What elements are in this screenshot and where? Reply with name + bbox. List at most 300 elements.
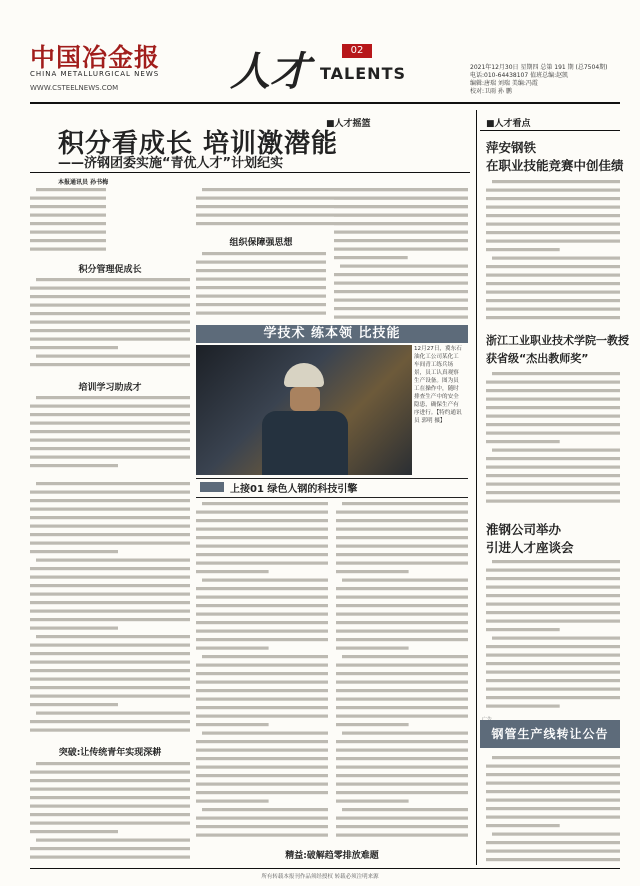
text-line [486, 654, 620, 657]
text-line [336, 672, 468, 675]
section-heading-1: 积分管理促成长 [78, 265, 142, 275]
text-line [334, 197, 468, 200]
text-line [30, 720, 190, 723]
text-line [202, 579, 328, 582]
text-line [30, 248, 106, 251]
subheadline: ——济钢团委实施“青优人才”计划纪实 [58, 156, 284, 171]
text-line [196, 706, 328, 709]
body-text-block [486, 558, 620, 708]
text-line [196, 570, 269, 573]
text-line [202, 502, 328, 505]
text-line [486, 308, 620, 311]
text-line [492, 372, 620, 375]
text-line [334, 282, 468, 285]
text-line [30, 499, 190, 502]
page-number: 02 [342, 44, 372, 58]
text-line [30, 567, 190, 570]
text-line [486, 586, 620, 589]
text-line [336, 604, 468, 607]
body-text-block [486, 370, 620, 510]
text-line [196, 749, 328, 752]
text-lines [334, 186, 468, 320]
text-line [492, 833, 620, 836]
text-line [336, 749, 468, 752]
text-line [30, 686, 190, 689]
text-line [196, 817, 328, 820]
text-line [336, 715, 468, 718]
text-line [336, 834, 468, 837]
text-line [486, 611, 620, 614]
text-line [486, 432, 620, 435]
text-line [202, 252, 326, 255]
text-line [30, 295, 190, 298]
text-line [30, 661, 190, 664]
text-line [30, 205, 106, 208]
text-line [30, 197, 106, 200]
text-line [30, 422, 190, 425]
text-line [30, 618, 190, 621]
text-line [30, 644, 190, 647]
text-line [486, 790, 620, 793]
text-line [336, 553, 468, 556]
text-line [30, 405, 190, 408]
text-line [196, 783, 328, 786]
text-lines [30, 394, 190, 470]
text-lines [486, 558, 620, 708]
text-line [492, 449, 620, 452]
section-heading-2: 培训学习助成才 [78, 383, 142, 393]
text-line [334, 248, 468, 251]
text-line [336, 706, 468, 709]
text-line [30, 550, 118, 553]
text-line [486, 223, 620, 226]
text-line [196, 621, 328, 624]
text-line [486, 457, 620, 460]
text-line [30, 287, 190, 290]
text-line [30, 346, 118, 349]
text-line [334, 273, 468, 276]
text-line [196, 766, 328, 769]
text-line [196, 312, 326, 315]
text-line [486, 679, 620, 682]
text-line [486, 389, 620, 392]
text-line [486, 466, 620, 469]
text-line [196, 528, 328, 531]
text-line [486, 248, 560, 251]
text-line [30, 329, 190, 332]
text-line [486, 240, 620, 243]
text-line [196, 791, 328, 794]
body-text-block [30, 394, 190, 470]
sidebar-tag: ■人才看点 [486, 119, 531, 129]
text-line [486, 316, 620, 319]
text-line [336, 613, 468, 616]
text-line [486, 850, 620, 853]
text-line [196, 536, 328, 539]
text-line [492, 180, 620, 183]
text-line [342, 502, 468, 505]
text-line [196, 303, 326, 306]
text-line [30, 508, 190, 511]
text-line [202, 655, 328, 658]
text-line [340, 188, 468, 191]
text-line [196, 647, 269, 650]
text-line [30, 695, 190, 698]
text-line [486, 858, 620, 861]
text-line [336, 681, 468, 684]
phone-info: 电话:010-64438107 值班总编:赵凯 [470, 72, 569, 79]
body-text-block [336, 500, 468, 840]
issue-info: 2021年12月30日 星期四 总第 191 期 (总7504期) [470, 64, 608, 71]
body-text-block [334, 186, 468, 320]
body-text-block [196, 500, 328, 840]
text-line [196, 834, 328, 837]
text-lines [196, 250, 326, 320]
sidebar-rule [480, 130, 620, 131]
text-line [334, 214, 468, 217]
text-line [486, 765, 620, 768]
text-line [336, 630, 468, 633]
text-line [336, 570, 409, 573]
text-line [30, 593, 190, 596]
text-line [336, 664, 468, 667]
text-line [36, 188, 106, 191]
text-line [492, 756, 620, 759]
text-line [36, 355, 190, 358]
text-line [196, 587, 328, 590]
text-line [492, 560, 620, 563]
text-line [486, 705, 560, 708]
section-title: 人才 [230, 48, 310, 95]
text-line [196, 269, 326, 272]
text-line [36, 762, 190, 765]
text-line [30, 542, 190, 545]
text-line [202, 808, 328, 811]
text-line [334, 307, 468, 310]
text-line [196, 630, 328, 633]
text-line [486, 197, 620, 200]
text-line [196, 278, 326, 281]
text-line [486, 483, 620, 486]
text-line [36, 839, 190, 842]
footer-rule [30, 868, 620, 869]
text-line [196, 723, 269, 726]
text-line [336, 545, 468, 548]
text-line [30, 576, 190, 579]
text-line [486, 299, 620, 302]
text-line [486, 628, 560, 631]
body-text-block [30, 480, 190, 740]
text-line [336, 536, 468, 539]
text-line [196, 286, 326, 289]
text-line [336, 689, 468, 692]
text-line [486, 645, 620, 648]
text-lines [30, 760, 190, 865]
text-line [336, 596, 468, 599]
text-line [492, 257, 620, 260]
text-line [336, 774, 468, 777]
text-lines [30, 186, 106, 258]
proof-info: 校对:卫雨 孙 鹏 [470, 88, 512, 95]
text-line [30, 856, 190, 859]
headline: 积分看成长 培训激潜能 [58, 129, 339, 159]
section-heading-bottom: 精益:破解趋零排放难题 [285, 851, 379, 861]
text-line [196, 664, 328, 667]
worker-photo [196, 345, 412, 475]
text-line [486, 569, 620, 572]
text-line [336, 766, 468, 769]
text-line [196, 800, 269, 803]
sidebar-article-2-title: 浙江工业职业技术学院一教授 [486, 334, 629, 347]
text-line [334, 290, 468, 293]
text-line [30, 321, 190, 324]
text-line [30, 796, 190, 799]
text-line [336, 783, 468, 786]
text-line [340, 265, 468, 268]
text-line [486, 214, 620, 217]
text-line [196, 596, 328, 599]
column-divider [476, 110, 477, 865]
text-line [336, 757, 468, 760]
text-line [336, 825, 468, 828]
text-lines [486, 754, 620, 864]
text-line [486, 406, 620, 409]
text-line [342, 732, 468, 735]
text-line [486, 440, 560, 443]
text-line [30, 430, 190, 433]
sidebar-article-3-subtitle: 引进人才座谈会 [486, 540, 574, 555]
text-line [334, 316, 468, 319]
sidebar-article-3-title: 淮钢公司举办 [486, 522, 562, 537]
text-line [30, 652, 190, 655]
text-line [30, 214, 106, 217]
text-line [30, 703, 118, 706]
text-line [30, 771, 190, 774]
text-line [30, 533, 190, 536]
text-line [334, 239, 468, 242]
text-line [30, 222, 106, 225]
text-line [30, 338, 190, 341]
text-line [486, 265, 620, 268]
section-english: TALENTS [320, 64, 407, 83]
text-line [342, 808, 468, 811]
text-line [196, 698, 328, 701]
text-line [196, 545, 328, 548]
text-line [30, 447, 190, 450]
text-line [486, 274, 620, 277]
text-line [336, 723, 409, 726]
text-line [196, 672, 328, 675]
text-line [36, 278, 190, 281]
text-line [486, 594, 620, 597]
text-line [196, 715, 328, 718]
text-line [486, 282, 620, 285]
text-line [196, 689, 328, 692]
topic-title: 上接01 绿色人钢的科技引擎 [230, 484, 358, 495]
text-line [30, 439, 190, 442]
text-line [486, 491, 620, 494]
text-line [196, 825, 328, 828]
text-line [30, 516, 190, 519]
sidebar-article-1-subtitle: 在职业技能竞赛中创佳绩 [486, 158, 624, 173]
text-line [30, 584, 190, 587]
text-line [196, 261, 326, 264]
text-line [30, 456, 190, 459]
text-line [486, 816, 620, 819]
text-line [336, 519, 468, 522]
text-line [486, 620, 620, 623]
text-line [486, 603, 620, 606]
text-line [334, 222, 468, 225]
text-line [30, 627, 118, 630]
text-line [336, 562, 468, 565]
text-line [36, 482, 190, 485]
text-line [196, 553, 328, 556]
text-line [30, 610, 190, 613]
text-line [30, 830, 118, 833]
text-line [486, 577, 620, 580]
text-line [492, 637, 620, 640]
photo-banner: 学技术 练本领 比技能 [196, 325, 468, 343]
text-line [486, 291, 620, 294]
editor-info: 编辑:唐瑞 刘瑞 美编:冯霞 [470, 80, 538, 87]
text-line [336, 817, 468, 820]
helmet [284, 363, 324, 387]
text-line [336, 647, 409, 650]
text-line [486, 799, 620, 802]
text-line [30, 491, 190, 494]
section-heading-3: 组织保障强思想 [229, 238, 293, 248]
text-line [486, 688, 620, 691]
text-line [486, 206, 620, 209]
text-line [30, 601, 190, 604]
byline: 本报通讯员 孙书梅 [58, 179, 109, 186]
text-line [196, 638, 328, 641]
text-line [36, 712, 190, 715]
text-line [30, 813, 190, 816]
text-line [196, 740, 328, 743]
text-line [334, 205, 468, 208]
text-line [196, 757, 328, 760]
text-line [196, 774, 328, 777]
photo-caption: 12月27日，冀东石油化工公司某化工车间青工练兵场景，员工认真观察生产设备。图为员工在操作中，随时排查生产中的安全隐患，确保生产有序进行。【特约通讯员 郭明 摄】 [414, 346, 462, 424]
text-line [486, 671, 620, 674]
text-line [486, 662, 620, 665]
text-line [486, 381, 620, 384]
text-line [334, 299, 468, 302]
text-line [30, 729, 190, 732]
text-line [486, 231, 620, 234]
text-line [196, 295, 326, 298]
text-line [30, 779, 190, 782]
text-lines [336, 500, 468, 840]
headline-rule [30, 172, 470, 173]
text-line [30, 669, 190, 672]
text-line [30, 231, 106, 234]
text-line [196, 562, 328, 565]
text-line [486, 841, 620, 844]
brand-logo: 中国冶金报 [30, 43, 161, 72]
text-line [342, 655, 468, 658]
text-line [486, 474, 620, 477]
text-line [196, 613, 328, 616]
ad-title: 钢管生产线转让公告 [491, 727, 609, 741]
text-line [334, 256, 408, 259]
text-line [486, 500, 620, 503]
body-text-block [196, 250, 326, 320]
text-line [30, 678, 190, 681]
text-line [196, 604, 328, 607]
worker-face [290, 387, 320, 411]
footer-notice: 所有转载本报刊作品须经授权 转载必须注明来源 [261, 874, 379, 880]
sidebar-article-1-title: 萍安钢铁 [486, 140, 537, 155]
text-lines [30, 276, 190, 372]
text-line [336, 698, 468, 701]
website-url[interactable]: WWW.CSTEELNEWS.COM [30, 84, 119, 92]
text-line [202, 732, 328, 735]
text-line [336, 740, 468, 743]
text-line [30, 805, 190, 808]
text-line [336, 511, 468, 514]
text-line [30, 788, 190, 791]
text-line [30, 312, 190, 315]
text-line [336, 528, 468, 531]
text-line [30, 822, 190, 825]
body-text-block [30, 760, 190, 865]
text-lines [30, 480, 190, 740]
text-line [36, 396, 190, 399]
text-line [30, 847, 190, 850]
sidebar-article-2-subtitle: 获省级“杰出教师奖” [486, 352, 589, 365]
topic-marker [200, 482, 224, 492]
body-text-block [486, 178, 620, 326]
brand-english: CHINA METALLURGICAL NEWS [30, 70, 160, 78]
text-line [196, 681, 328, 684]
text-line [336, 800, 409, 803]
text-lines [196, 500, 328, 840]
text-line [196, 519, 328, 522]
text-line [30, 525, 190, 528]
text-line [334, 231, 468, 234]
section-heading-4: 突破:让传统青年实现深耕 [58, 748, 162, 758]
text-line [486, 824, 560, 827]
text-line [336, 791, 468, 794]
text-lines [486, 178, 620, 326]
text-line [30, 413, 190, 416]
text-line [486, 423, 620, 426]
text-line [486, 773, 620, 776]
body-text-block [486, 754, 620, 864]
text-line [30, 464, 118, 467]
text-line [36, 635, 190, 638]
body-text-block [30, 276, 190, 372]
text-line [486, 398, 620, 401]
text-line [30, 304, 190, 307]
text-line [36, 559, 190, 562]
text-line [486, 189, 620, 192]
text-line [30, 363, 190, 366]
text-line [486, 415, 620, 418]
body-text-block [30, 186, 106, 258]
text-line [486, 696, 620, 699]
text-line [30, 239, 106, 242]
text-line [486, 807, 620, 810]
text-line [336, 587, 468, 590]
text-line [342, 579, 468, 582]
text-line [336, 621, 468, 624]
worker-uniform [262, 411, 348, 475]
text-lines [486, 370, 620, 510]
